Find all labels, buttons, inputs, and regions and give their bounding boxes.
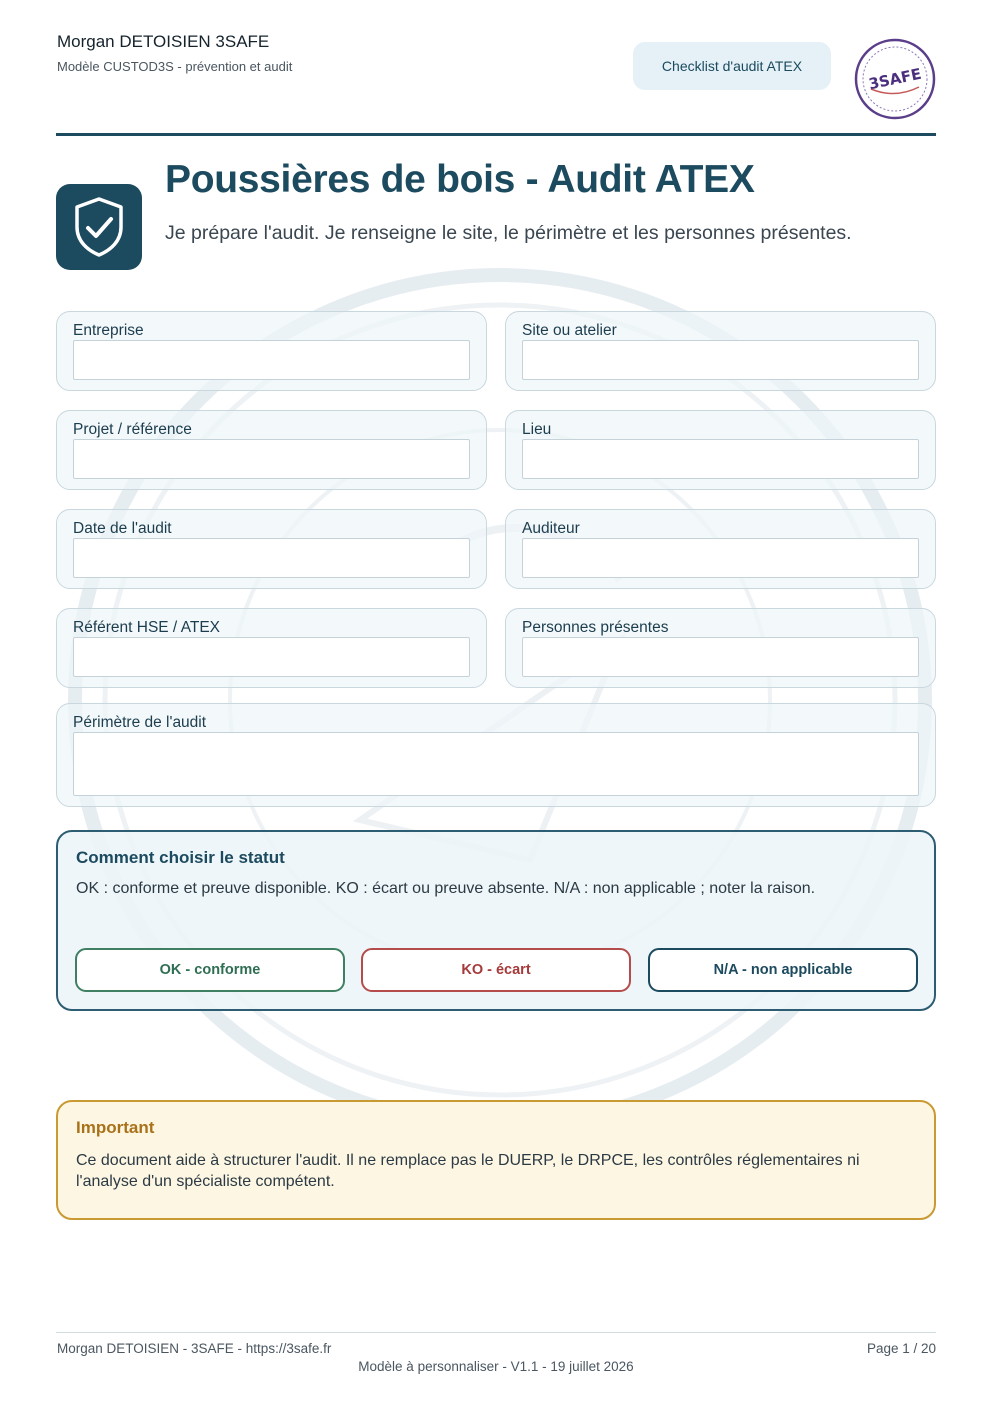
date-label: Date de l'audit <box>73 520 172 537</box>
shield-check-icon <box>56 184 142 270</box>
entreprise-label: Entreprise <box>73 322 144 339</box>
header-author: Morgan DETOISIEN 3SAFE <box>57 32 270 51</box>
status-na-button[interactable]: N/A - non applicable <box>648 948 918 992</box>
company-logo-seal <box>853 37 937 121</box>
document-type-badge: Checklist d'audit ATEX <box>633 42 831 90</box>
footer-author: Morgan DETOISIEN - 3SAFE - https://3safe.fr <box>57 1341 332 1356</box>
projet-label: Projet / référence <box>73 421 192 438</box>
status-guide-title: Comment choisir le statut <box>76 848 285 867</box>
field-date <box>56 509 487 589</box>
date-input[interactable] <box>73 538 470 578</box>
page-title: Poussières de bois - Audit ATEX <box>165 158 755 201</box>
field-auditeur <box>505 509 936 589</box>
status-ko-button[interactable]: KO - écart <box>361 948 631 992</box>
entreprise-input[interactable] <box>73 340 470 380</box>
header-subtitle: Modèle CUSTOD3S - prévention et audit <box>57 59 293 74</box>
field-site <box>505 311 936 391</box>
footer-page-number: Page 1 / 20 <box>866 1341 936 1356</box>
site-label: Site ou atelier <box>522 322 617 339</box>
footer-version: Modèle à personnaliser - V1.1 - 19 juillet 2026 <box>358 1359 634 1374</box>
status-ok-button[interactable]: OK - conforme <box>75 948 345 992</box>
auditeur-input[interactable] <box>522 538 919 578</box>
page-intro: Je prépare l'audit. Je renseigne le site, le périmètre et les personnes présentes. <box>165 222 852 244</box>
personnes-input[interactable] <box>522 637 919 677</box>
important-title: Important <box>76 1118 155 1137</box>
referent-input[interactable] <box>73 637 470 677</box>
perimetre-label: Périmètre de l'audit <box>73 714 207 731</box>
lieu-label: Lieu <box>522 421 552 438</box>
referent-label: Référent HSE / ATEX <box>73 619 221 636</box>
field-personnes <box>505 608 936 688</box>
auditeur-label: Auditeur <box>522 520 580 537</box>
important-notice <box>56 1100 936 1220</box>
field-lieu <box>505 410 936 490</box>
status-guide-box <box>56 830 936 1011</box>
field-perimetre <box>56 703 936 807</box>
personnes-label: Personnes présentes <box>522 619 669 636</box>
site-input[interactable] <box>522 340 919 380</box>
projet-input[interactable] <box>73 439 470 479</box>
lieu-input[interactable] <box>522 439 919 479</box>
important-text: Ce document aide à structurer l'audit. Il ne remplace pas le DUERP, le DRPCE, les contrôles réglementaires ni l'analyse d'un spécialiste compétent. <box>76 1152 860 1190</box>
footer-divider <box>56 1332 936 1333</box>
field-entreprise <box>56 311 487 391</box>
perimetre-input[interactable] <box>73 732 919 796</box>
header-divider <box>56 133 936 136</box>
svg-text:3SAFE: 3SAFE <box>867 64 923 94</box>
status-guide-text: OK : conforme et preuve disponible. KO : écart ou preuve absente. N/A : non applicable ; noter la raison. <box>76 880 816 897</box>
field-projet <box>56 410 487 490</box>
field-referent <box>56 608 487 688</box>
